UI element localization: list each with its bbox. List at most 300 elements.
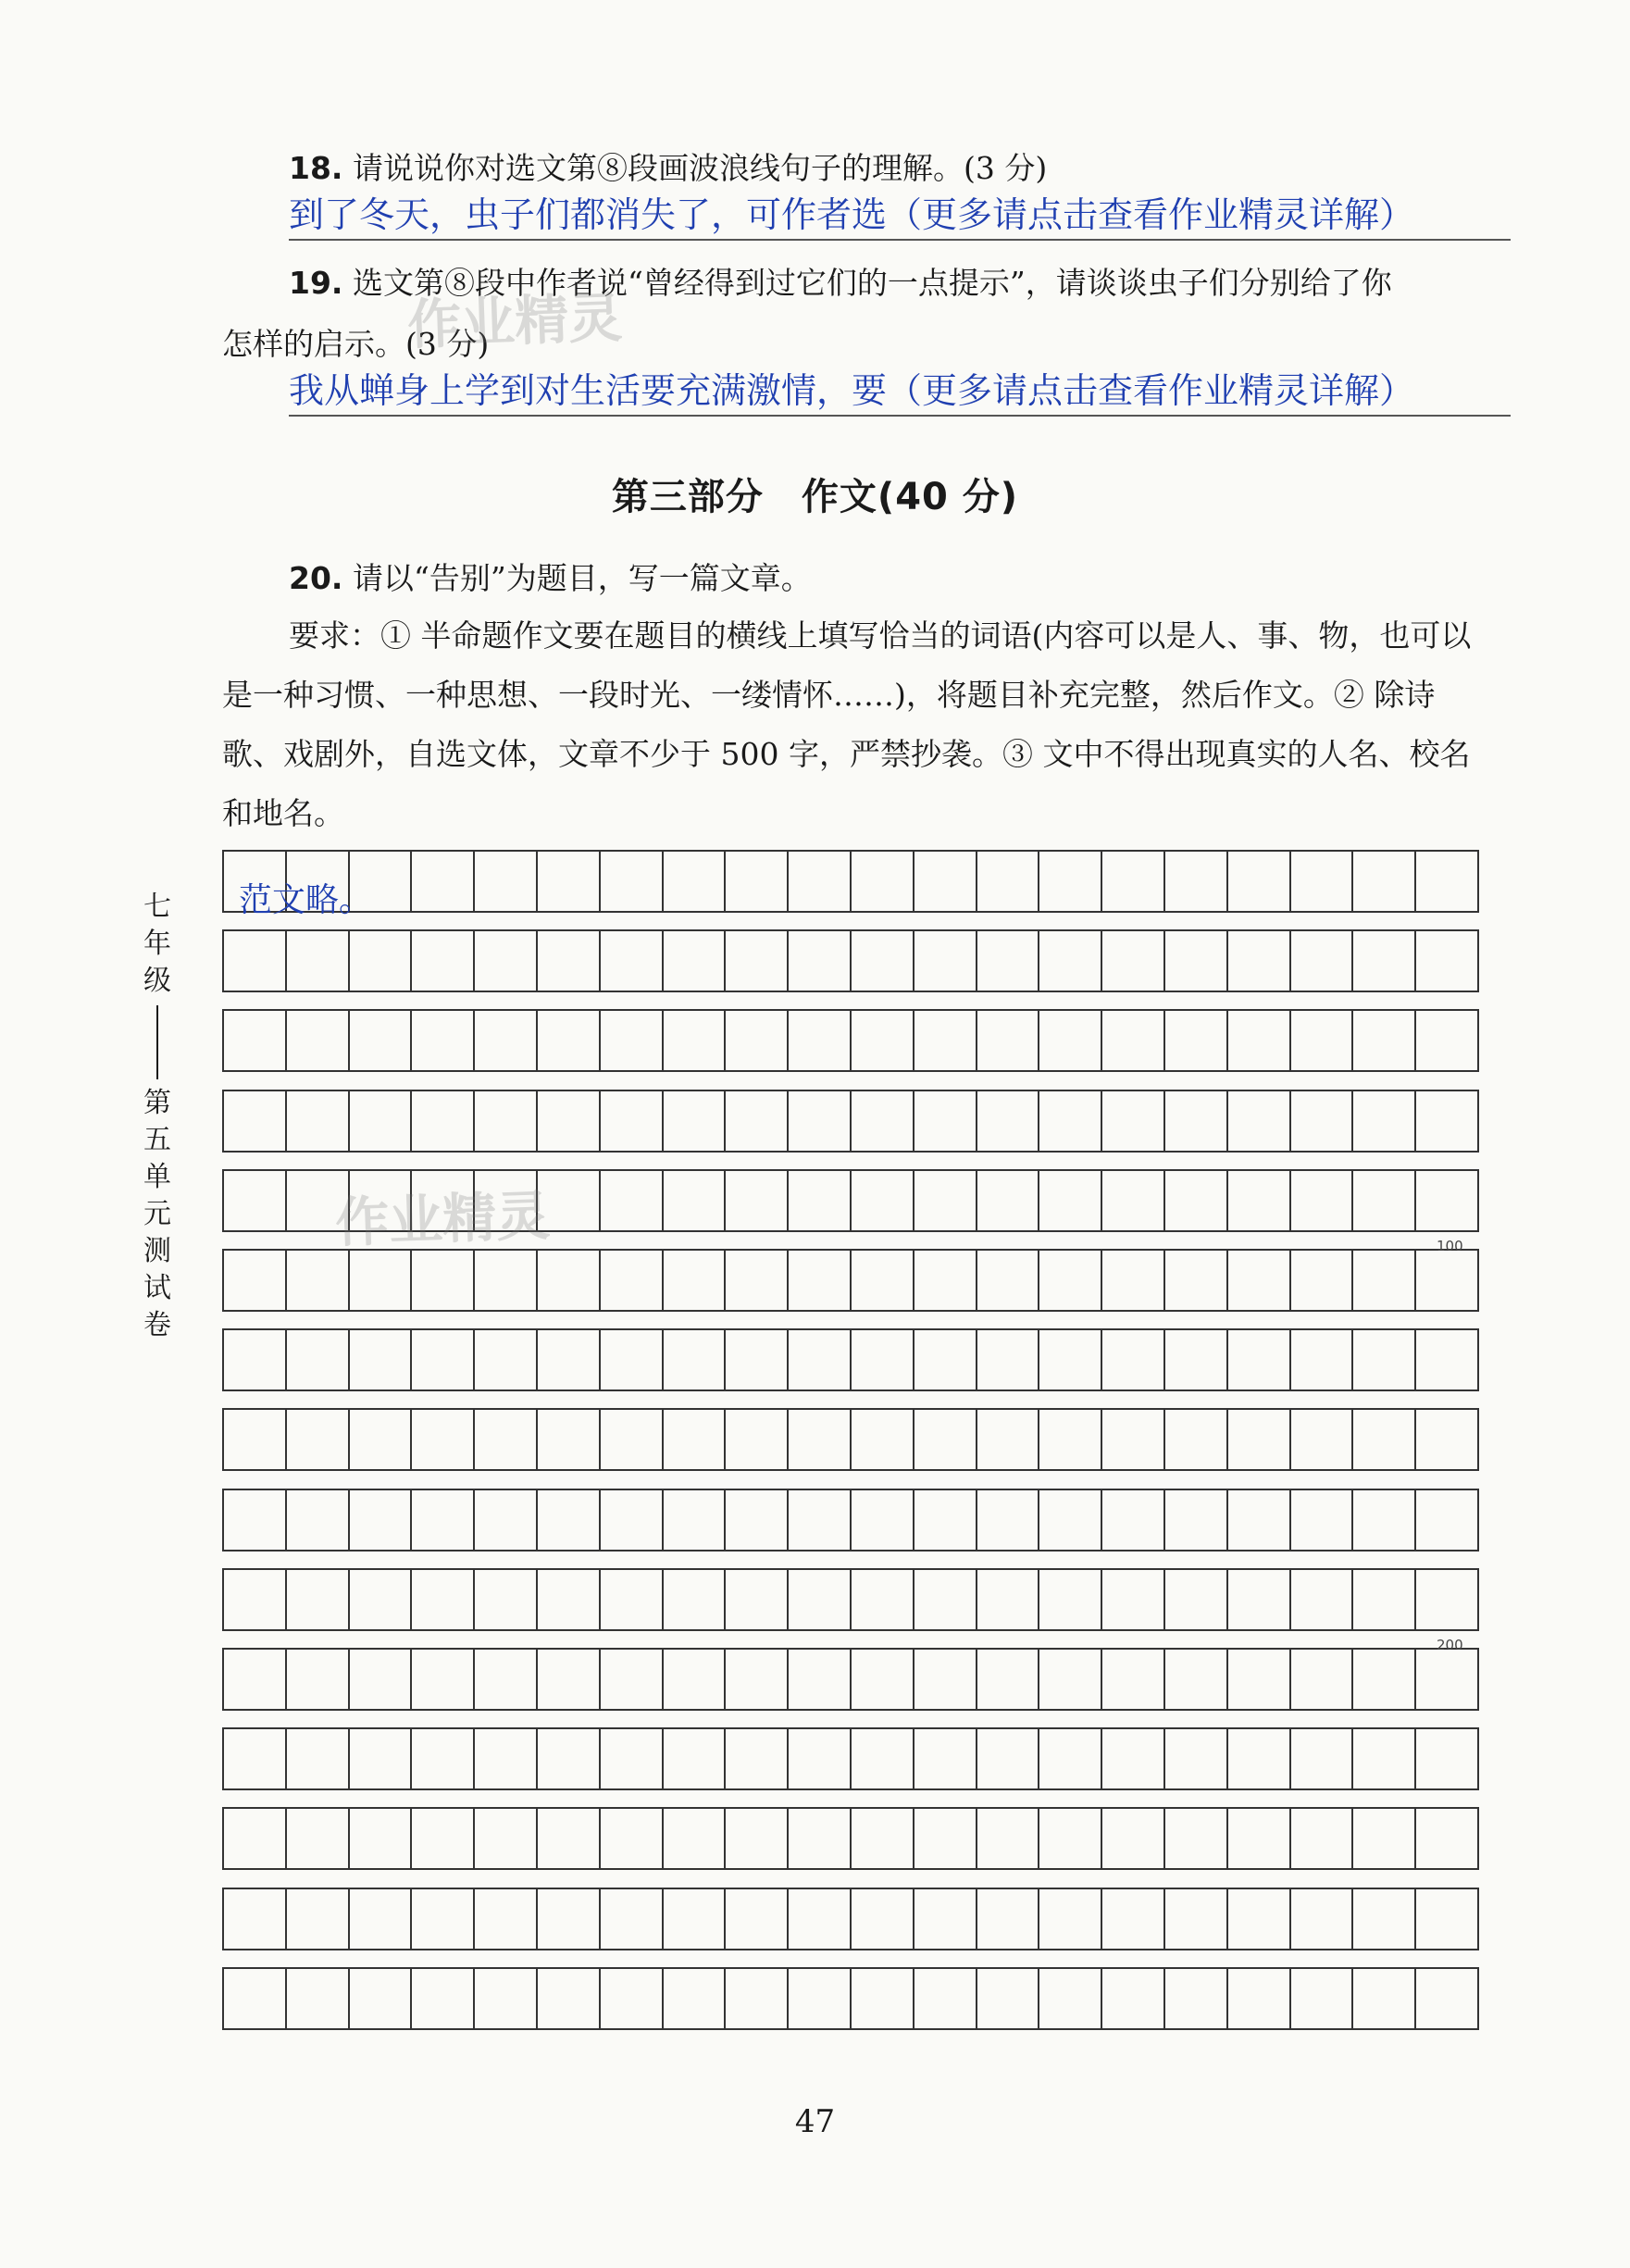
grid-cell[interactable]: [538, 1011, 601, 1070]
grid-cell[interactable]: [915, 1969, 977, 2028]
grid-cell[interactable]: [977, 1091, 1040, 1151]
grid-cell[interactable]: [726, 1171, 789, 1230]
grid-cell[interactable]: [1228, 1969, 1291, 2028]
grid-cell[interactable]: [287, 1410, 350, 1469]
page-number: 47: [794, 2103, 836, 2140]
grid-cell[interactable]: [538, 1969, 601, 2028]
grid-cell[interactable]: [350, 1809, 413, 1868]
grid-cell[interactable]: [1102, 1889, 1165, 1949]
grid-cell[interactable]: [915, 1650, 977, 1709]
grid-cell[interactable]: [726, 1570, 789, 1629]
grid-cell[interactable]: [1228, 852, 1291, 911]
grid-cell[interactable]: [1039, 1251, 1102, 1310]
grid-cell[interactable]: [538, 1570, 601, 1629]
grid-cell[interactable]: [350, 1969, 413, 2028]
side-label: [139, 889, 176, 1344]
grid-cell[interactable]: [224, 1171, 287, 1230]
grid-cell[interactable]: [475, 1251, 538, 1310]
grid-cell[interactable]: [664, 1490, 727, 1550]
grid-cell[interactable]: [287, 1969, 350, 2028]
grid-cell[interactable]: [287, 1570, 350, 1629]
grid-cell[interactable]: [1416, 1410, 1477, 1469]
grid-cell[interactable]: [977, 1729, 1040, 1788]
grid-cell[interactable]: [664, 1570, 727, 1629]
grid-cell[interactable]: [1039, 931, 1102, 991]
grid-cell[interactable]: [538, 1650, 601, 1709]
grid-cell[interactable]: [1102, 1251, 1165, 1310]
grid-cell[interactable]: [1353, 1091, 1416, 1151]
grid-cell[interactable]: [726, 1011, 789, 1070]
grid-cell[interactable]: [601, 1011, 664, 1070]
grid-cell[interactable]: [1165, 1091, 1228, 1151]
grid-cell[interactable]: [1416, 1091, 1477, 1151]
grid-cell[interactable]: [726, 931, 789, 991]
grid-cell[interactable]: [1102, 1490, 1165, 1550]
grid-cell[interactable]: [1102, 1330, 1165, 1389]
grid-cell[interactable]: [224, 1011, 287, 1070]
grid-cell[interactable]: [1291, 852, 1354, 911]
grid-cell[interactable]: [350, 1889, 413, 1949]
grid-cell[interactable]: [789, 1330, 852, 1389]
grid-cell[interactable]: [1039, 1729, 1102, 1788]
grid-cell[interactable]: [1165, 1650, 1228, 1709]
grid-cell[interactable]: [1228, 1490, 1291, 1550]
grid-cell[interactable]: [412, 1570, 475, 1629]
grid-cell[interactable]: [664, 1650, 727, 1709]
grid-cell[interactable]: [350, 931, 413, 991]
grid-cell[interactable]: [475, 1969, 538, 2028]
grid-cell[interactable]: [789, 1809, 852, 1868]
grid-cell[interactable]: [538, 1490, 601, 1550]
grid-cell[interactable]: [664, 1330, 727, 1389]
grid-cell[interactable]: [601, 1570, 664, 1629]
grid-cell[interactable]: [1165, 1171, 1228, 1230]
grid-cell[interactable]: [1102, 1969, 1165, 2028]
grid-cell[interactable]: [915, 1809, 977, 1868]
grid-cell[interactable]: [1353, 1330, 1416, 1389]
grid-cell[interactable]: [664, 852, 727, 911]
grid-cell[interactable]: [1165, 852, 1228, 911]
grid-cell[interactable]: [601, 1330, 664, 1389]
grid-cell[interactable]: [1039, 852, 1102, 911]
grid-cell[interactable]: [789, 1251, 852, 1310]
grid-cell[interactable]: [1291, 1889, 1354, 1949]
grid-cell[interactable]: [1039, 1410, 1102, 1469]
grid-cell[interactable]: [852, 1969, 915, 2028]
grid-cell[interactable]: [1228, 1809, 1291, 1868]
grid-cell[interactable]: [412, 1091, 475, 1151]
grid-cell[interactable]: [726, 1091, 789, 1151]
grid-cell[interactable]: [1102, 1410, 1165, 1469]
grid-cell[interactable]: [1102, 1171, 1165, 1230]
grid-cell[interactable]: [664, 1969, 727, 2028]
grid-cell[interactable]: [601, 1729, 664, 1788]
grid-cell[interactable]: [350, 1570, 413, 1629]
grid-cell[interactable]: [412, 1410, 475, 1469]
grid-cell[interactable]: [1291, 1171, 1354, 1230]
grid-cell[interactable]: [977, 1570, 1040, 1629]
grid-cell[interactable]: [1165, 1410, 1228, 1469]
grid-cell[interactable]: [977, 852, 1040, 911]
watermark-top: [406, 274, 624, 359]
grid-cell[interactable]: [1165, 1011, 1228, 1070]
grid-cell[interactable]: [852, 1091, 915, 1151]
grid-cell[interactable]: [977, 1969, 1040, 2028]
grid-cell[interactable]: [1165, 1570, 1228, 1629]
grid-cell[interactable]: [538, 1330, 601, 1389]
grid-cell[interactable]: [789, 1650, 852, 1709]
grid-cell[interactable]: [1165, 1251, 1228, 1310]
answer-19[interactable]: 我从蝉身上学到对生活要充满激情，要（更多请点击查看作业精灵详解）: [289, 367, 1511, 417]
grid-cell[interactable]: [915, 1570, 977, 1629]
grid-row: [222, 1807, 1479, 1870]
grid-cell[interactable]: [852, 1729, 915, 1788]
grid-cell[interactable]: [1039, 1091, 1102, 1151]
grid-cell[interactable]: [1353, 1889, 1416, 1949]
grid-cell[interactable]: [224, 1570, 287, 1629]
grid-cell[interactable]: [977, 1171, 1040, 1230]
grid-cell[interactable]: [412, 1011, 475, 1070]
grid-cell[interactable]: [1291, 1650, 1354, 1709]
grid-cell[interactable]: [1102, 1729, 1165, 1788]
grid-cell[interactable]: [1039, 1570, 1102, 1629]
grid-cell[interactable]: [224, 1729, 287, 1788]
grid-cell[interactable]: [977, 1809, 1040, 1868]
grid-cell[interactable]: [852, 1570, 915, 1629]
grid-cell[interactable]: [1228, 1410, 1291, 1469]
grid-cell[interactable]: [789, 1490, 852, 1550]
grid-cell[interactable]: [538, 1410, 601, 1469]
grid-cell[interactable]: [538, 1729, 601, 1788]
grid-cell[interactable]: [224, 1889, 287, 1949]
grid-cell[interactable]: [1291, 1809, 1354, 1868]
grid-cell[interactable]: [852, 1410, 915, 1469]
grid-cell[interactable]: [1291, 1410, 1354, 1469]
grid-cell[interactable]: [475, 1330, 538, 1389]
grid-cell[interactable]: [664, 931, 727, 991]
grid-cell[interactable]: [601, 1809, 664, 1868]
grid-cell[interactable]: [664, 1171, 727, 1230]
grid-cell[interactable]: [1228, 1650, 1291, 1709]
grid-cell[interactable]: [664, 1011, 727, 1070]
grid-row: [222, 850, 1479, 913]
grid-cell[interactable]: [1291, 1330, 1354, 1389]
grid-cell[interactable]: [977, 1410, 1040, 1469]
grid-cell[interactable]: [726, 1809, 789, 1868]
grid-cell[interactable]: [287, 1650, 350, 1709]
grid-cell[interactable]: [1228, 1729, 1291, 1788]
grid-cell[interactable]: [726, 1330, 789, 1389]
grid-cell[interactable]: [852, 1011, 915, 1070]
grid-cell[interactable]: [350, 1650, 413, 1709]
grid-cell[interactable]: [350, 1251, 413, 1310]
grid-cell[interactable]: [412, 1969, 475, 2028]
grid-cell[interactable]: [538, 1091, 601, 1151]
grid-cell[interactable]: [1291, 1729, 1354, 1788]
grid-cell[interactable]: [915, 1410, 977, 1469]
grid-cell[interactable]: [977, 1011, 1040, 1070]
grid-cell[interactable]: [1228, 1091, 1291, 1151]
grid-cell[interactable]: [287, 1490, 350, 1550]
grid-cell[interactable]: [915, 1490, 977, 1550]
grid-cell[interactable]: [1102, 1650, 1165, 1709]
grid-cell[interactable]: [1291, 1570, 1354, 1629]
grid-cell[interactable]: [1416, 1330, 1477, 1389]
grid-cell[interactable]: [1228, 1570, 1291, 1629]
grid-cell[interactable]: [1416, 1011, 1477, 1070]
grid-cell[interactable]: [287, 1330, 350, 1389]
grid-cell[interactable]: [1416, 1251, 1477, 1310]
grid-cell[interactable]: [1353, 1410, 1416, 1469]
grid-cell[interactable]: [664, 1729, 727, 1788]
grid-cell[interactable]: [475, 1410, 538, 1469]
grid-cell[interactable]: [287, 1091, 350, 1151]
grid-cell[interactable]: [1165, 1889, 1228, 1949]
grid-cell[interactable]: [224, 1091, 287, 1151]
grid-cell[interactable]: [1039, 1171, 1102, 1230]
grid-cell[interactable]: [350, 1490, 413, 1550]
grid-cell[interactable]: [726, 1969, 789, 2028]
grid-cell[interactable]: [789, 1570, 852, 1629]
grid-cell[interactable]: [1228, 1011, 1291, 1070]
grid-cell[interactable]: [1291, 1011, 1354, 1070]
grid-cell[interactable]: [1291, 1091, 1354, 1151]
grid-cell[interactable]: [475, 1889, 538, 1949]
grid-cell[interactable]: [1102, 1091, 1165, 1151]
grid-cell[interactable]: [475, 1729, 538, 1788]
grid-cell[interactable]: [1353, 1809, 1416, 1868]
grid-cell[interactable]: [789, 852, 852, 911]
grid-cell[interactable]: [1165, 931, 1228, 991]
grid-cell[interactable]: [1291, 1490, 1354, 1550]
grid-cell[interactable]: [915, 931, 977, 991]
grid-cell[interactable]: [538, 931, 601, 991]
grid-cell[interactable]: [287, 1011, 350, 1070]
grid-cell[interactable]: [1416, 1171, 1477, 1230]
grid-cell[interactable]: [726, 852, 789, 911]
grid-cell[interactable]: [852, 1889, 915, 1949]
grid-cell[interactable]: [475, 852, 538, 911]
grid-cell[interactable]: [475, 1490, 538, 1550]
grid-cell[interactable]: [1416, 1969, 1477, 2028]
grid-cell[interactable]: [789, 1889, 852, 1949]
grid-cell[interactable]: [1416, 1490, 1477, 1550]
grid-cell[interactable]: [224, 1490, 287, 1550]
grid-cell[interactable]: [1102, 1011, 1165, 1070]
grid-cell[interactable]: [789, 1729, 852, 1788]
grid-cell[interactable]: [412, 1490, 475, 1550]
grid-cell[interactable]: [350, 1729, 413, 1788]
grid-cell[interactable]: [664, 1809, 727, 1868]
grid-cell[interactable]: [789, 1410, 852, 1469]
grid-cell[interactable]: [789, 1091, 852, 1151]
grid-cell[interactable]: [1039, 1809, 1102, 1868]
grid-cell[interactable]: [1039, 1969, 1102, 2028]
grid-cell[interactable]: [1291, 1251, 1354, 1310]
grid-cell[interactable]: [1102, 1570, 1165, 1629]
grid-cell[interactable]: [412, 1889, 475, 1949]
grid-cell[interactable]: [915, 852, 977, 911]
grid-cell[interactable]: [852, 1251, 915, 1310]
grid-cell[interactable]: [789, 931, 852, 991]
grid-cell[interactable]: [1039, 1011, 1102, 1070]
grid-cell[interactable]: [412, 852, 475, 911]
grid-cell[interactable]: [287, 1251, 350, 1310]
grid-cell[interactable]: [350, 1330, 413, 1389]
grid-cell[interactable]: [852, 1330, 915, 1389]
grid-cell[interactable]: [601, 1490, 664, 1550]
grid-cell[interactable]: [915, 1889, 977, 1949]
grid-cell[interactable]: [224, 1330, 287, 1389]
grid-cell[interactable]: [915, 1729, 977, 1788]
grid-cell[interactable]: [224, 1969, 287, 2028]
grid-cell[interactable]: [287, 1729, 350, 1788]
grid-cell[interactable]: [412, 1650, 475, 1709]
grid-cell[interactable]: [664, 1889, 727, 1949]
grid-cell[interactable]: [852, 1809, 915, 1868]
grid-cell[interactable]: [601, 1969, 664, 2028]
grid-cell[interactable]: [412, 1251, 475, 1310]
grid-cell[interactable]: [412, 1809, 475, 1868]
grid-cell[interactable]: [1039, 1889, 1102, 1949]
grid-cell[interactable]: [977, 1330, 1040, 1389]
grid-cell[interactable]: [412, 1330, 475, 1389]
grid-cell[interactable]: [977, 1889, 1040, 1949]
grid-cell[interactable]: [1353, 852, 1416, 911]
grid-cell[interactable]: [601, 1171, 664, 1230]
grid-cell[interactable]: [1102, 852, 1165, 911]
grid-cell[interactable]: [1291, 1969, 1354, 2028]
grid-cell[interactable]: [1291, 931, 1354, 991]
grid-cell[interactable]: [601, 1091, 664, 1151]
grid-cell[interactable]: [1353, 931, 1416, 991]
grid-cell[interactable]: [915, 1251, 977, 1310]
grid-cell[interactable]: [915, 1091, 977, 1151]
grid-cell[interactable]: [538, 1889, 601, 1949]
grid-cell[interactable]: [1165, 1969, 1228, 2028]
grid-cell[interactable]: [287, 1889, 350, 1949]
watermark-top-text: 作业精灵: [406, 285, 624, 357]
grid-cell[interactable]: [789, 1969, 852, 2028]
grid-cell[interactable]: [1353, 1490, 1416, 1550]
grid-cell[interactable]: [601, 1410, 664, 1469]
grid-cell[interactable]: [287, 1809, 350, 1868]
grid-cell[interactable]: [287, 931, 350, 991]
grid-cell[interactable]: [601, 1650, 664, 1709]
grid-cell[interactable]: [1416, 1570, 1477, 1629]
grid-cell[interactable]: [224, 1809, 287, 1868]
grid-cell[interactable]: [224, 1410, 287, 1469]
grid-cell[interactable]: [789, 1171, 852, 1230]
grid-cell[interactable]: [664, 1410, 727, 1469]
grid-cell[interactable]: [1416, 1889, 1477, 1949]
grid-cell[interactable]: [1228, 1251, 1291, 1310]
grid-cell[interactable]: [475, 1091, 538, 1151]
grid-cell[interactable]: [475, 1809, 538, 1868]
grid-cell[interactable]: [1353, 1650, 1416, 1709]
grid-cell[interactable]: [412, 1729, 475, 1788]
answer-18[interactable]: 到了冬天，虫子们都消失了，可作者选（更多请点击查看作业精灵详解）: [289, 191, 1511, 241]
grid-cell[interactable]: [538, 1809, 601, 1868]
grid-cell[interactable]: [1416, 931, 1477, 991]
grid-cell[interactable]: [1353, 1171, 1416, 1230]
grid-cell[interactable]: [726, 1410, 789, 1469]
grid-cell[interactable]: [977, 1251, 1040, 1310]
grid-cell[interactable]: [1353, 1570, 1416, 1629]
grid-cell[interactable]: [726, 1490, 789, 1550]
grid-cell[interactable]: [1228, 931, 1291, 991]
grid-cell[interactable]: [1353, 1011, 1416, 1070]
grid-cell[interactable]: [224, 1650, 287, 1709]
grid-cell[interactable]: [726, 1251, 789, 1310]
grid-cell[interactable]: [726, 1650, 789, 1709]
grid-cell[interactable]: [350, 1011, 413, 1070]
grid-cell[interactable]: [1353, 1729, 1416, 1788]
grid-cell[interactable]: [538, 1251, 601, 1310]
grid-cell[interactable]: [1165, 1729, 1228, 1788]
grid-cell[interactable]: [1039, 1330, 1102, 1389]
grid-cell[interactable]: [475, 1570, 538, 1629]
grid-cell[interactable]: [601, 931, 664, 991]
grid-cell[interactable]: [852, 1171, 915, 1230]
grid-cell[interactable]: [852, 1650, 915, 1709]
grid-cell[interactable]: [664, 1091, 727, 1151]
grid-cell[interactable]: [1416, 1729, 1477, 1788]
grid-cell[interactable]: [1102, 931, 1165, 991]
grid-cell[interactable]: [350, 1091, 413, 1151]
grid-cell[interactable]: [664, 1251, 727, 1310]
grid-cell[interactable]: [224, 931, 287, 991]
grid-cell[interactable]: [1228, 1171, 1291, 1230]
grid-cell[interactable]: [412, 931, 475, 991]
grid-cell[interactable]: [1228, 1330, 1291, 1389]
grid-cell[interactable]: [1416, 852, 1477, 911]
grid-cell[interactable]: [1102, 1809, 1165, 1868]
grid-cell[interactable]: [538, 852, 601, 911]
grid-cell[interactable]: [1353, 1969, 1416, 2028]
grid-cell[interactable]: [350, 1410, 413, 1469]
grid-cell[interactable]: [915, 1011, 977, 1070]
grid-cell[interactable]: [789, 1011, 852, 1070]
grid-cell[interactable]: [475, 1650, 538, 1709]
grid-cell[interactable]: [852, 852, 915, 911]
grid-cell[interactable]: [1416, 1650, 1477, 1709]
grid-cell[interactable]: [1416, 1809, 1477, 1868]
grid-cell[interactable]: [1353, 1251, 1416, 1310]
grid-cell[interactable]: [224, 1251, 287, 1310]
grid-cell[interactable]: [601, 852, 664, 911]
grid-cell[interactable]: [475, 931, 538, 991]
grid-cell[interactable]: [1039, 1490, 1102, 1550]
grid-cell[interactable]: [1165, 1330, 1228, 1389]
grid-cell[interactable]: [601, 1251, 664, 1310]
grid-cell[interactable]: [1165, 1809, 1228, 1868]
grid-cell[interactable]: [977, 931, 1040, 991]
grid-cell[interactable]: [852, 931, 915, 991]
grid-cell[interactable]: [475, 1011, 538, 1070]
grid-cell[interactable]: [1039, 1650, 1102, 1709]
grid-cell[interactable]: [915, 1330, 977, 1389]
grid-cell[interactable]: [726, 1889, 789, 1949]
grid-cell[interactable]: [726, 1729, 789, 1788]
grid-cell[interactable]: [915, 1171, 977, 1230]
grid-cell[interactable]: [601, 1889, 664, 1949]
grid-cell[interactable]: [1228, 1889, 1291, 1949]
grid-cell[interactable]: [977, 1490, 1040, 1550]
grid-cell[interactable]: [977, 1650, 1040, 1709]
grid-cell[interactable]: [1165, 1490, 1228, 1550]
grid-cell[interactable]: [852, 1490, 915, 1550]
